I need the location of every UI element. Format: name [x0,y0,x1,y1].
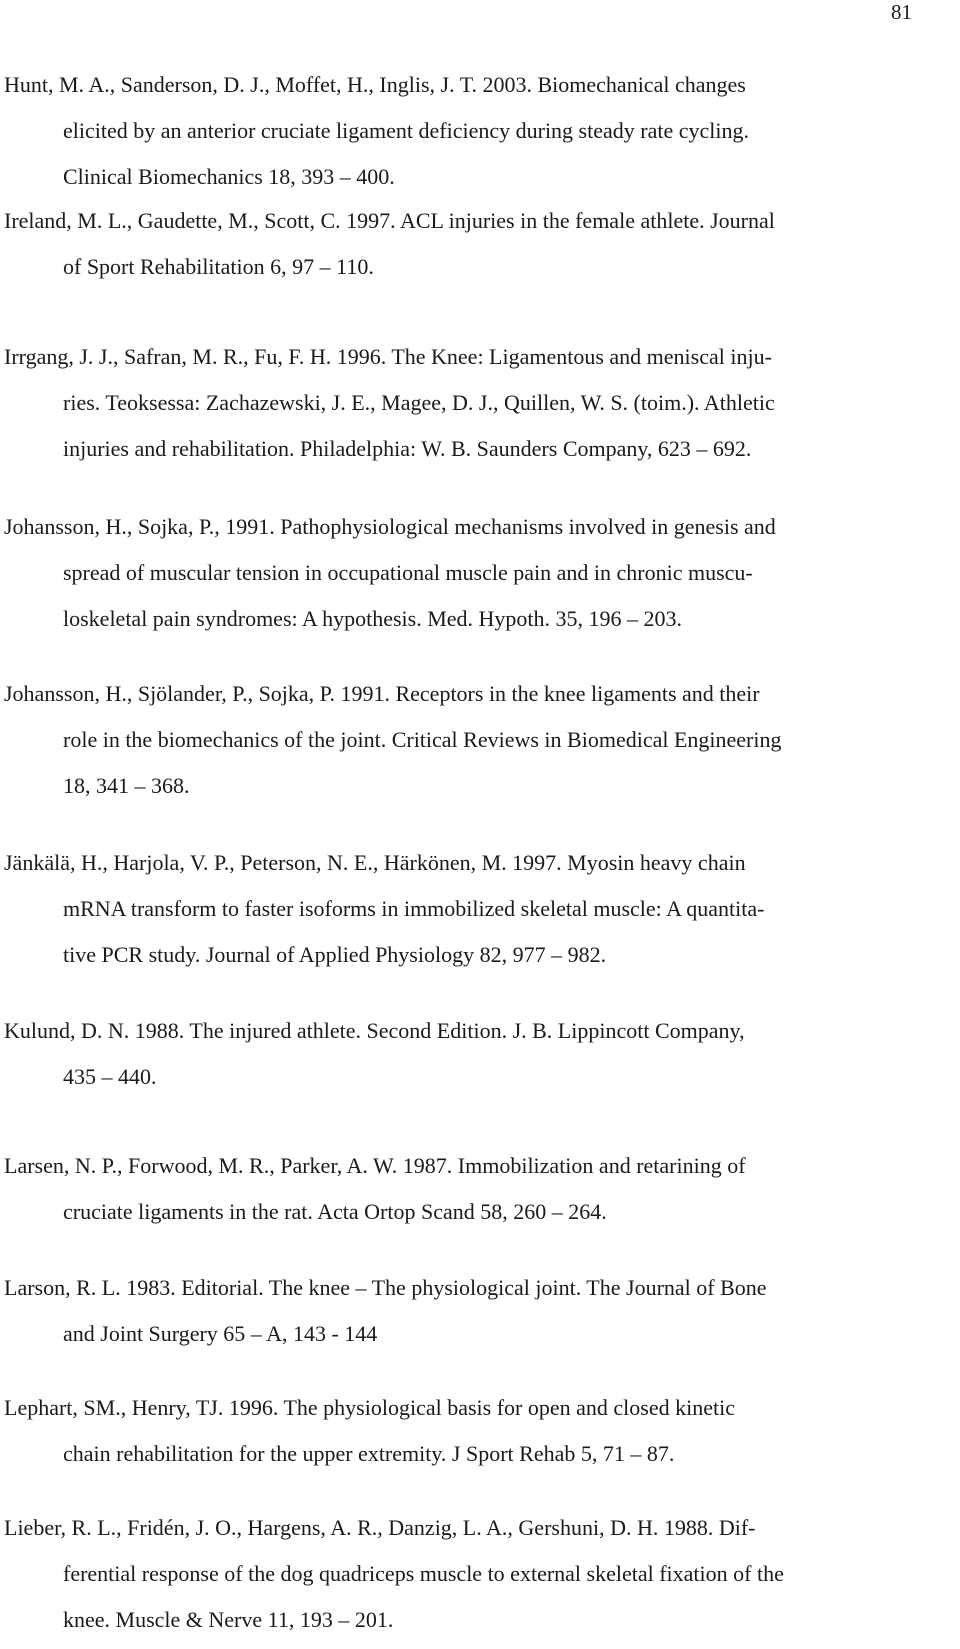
reference-line: knee. Muscle & Nerve 11, 193 – 201. [63,1607,394,1632]
reference-entry [4,198,960,290]
reference-entry [4,1008,960,1100]
reference-line: Ireland, M. L., Gaudette, M., Scott, C. 1997. ACL injuries in the female athlete. Journal [4,208,775,233]
reference-line: Clinical Biomechanics 18, 393 – 400. [63,164,395,189]
reference-line: Hunt, M. A., Sanderson, D. J., Moffet, H., Inglis, J. T. 2003. Biomechanical changes [4,72,746,97]
reference-line: spread of muscular tension in occupational muscle pain and in chronic muscu- [63,560,753,585]
reference-line: cruciate ligaments in the rat. Acta Ortop Scand 58, 260 – 264. [63,1199,607,1224]
reference-line: Larsen, N. P., Forwood, M. R., Parker, A. W. 1987. Immobilization and retarining of [4,1153,746,1178]
page-number: 81 [891,0,912,24]
reference-line: role in the biomechanics of the joint. Critical Reviews in Biomedical Engineering [63,727,782,752]
reference-line: ferential response of the dog quadriceps muscle to external skeletal fixation of the [63,1561,784,1586]
reference-line: 435 – 440. [63,1064,157,1089]
reference-line: Johansson, H., Sjölander, P., Sojka, P. 1991. Receptors in the knee ligaments and their [4,681,760,706]
reference-entry [4,334,960,472]
reference-line: chain rehabilitation for the upper extremity. J Sport Rehab 5, 71 – 87. [63,1441,675,1466]
reference-line: Lieber, R. L., Fridén, J. O., Hargens, A. R., Danzig, L. A., Gershuni, D. H. 1988. Dif- [4,1515,756,1540]
reference-line: and Joint Surgery 65 – A, 143 - 144 [63,1321,378,1346]
reference-entry [4,504,960,642]
reference-entry [4,671,960,809]
reference-line: Irrgang, J. J., Safran, M. R., Fu, F. H. 1996. The Knee: Ligamentous and meniscal inju- [4,344,772,369]
reference-entry [4,1265,960,1357]
reference-line: 18, 341 – 368. [63,773,190,798]
reference-line: of Sport Rehabilitation 6, 97 – 110. [63,254,374,279]
reference-entry [4,62,960,200]
reference-line: tive PCR study. Journal of Applied Physiology 82, 977 – 982. [63,942,607,967]
reference-line: Johansson, H., Sojka, P., 1991. Pathophysiological mechanisms involved in genesis and [4,514,776,539]
reference-line: injuries and rehabilitation. Philadelphia: W. B. Saunders Company, 623 – 692. [63,436,752,461]
reference-entry [4,1385,960,1477]
reference-line: ries. Teoksessa: Zachazewski, J. E., Magee, D. J., Quillen, W. S. (toim.). Athletic [63,390,775,415]
reference-entry [4,1143,960,1235]
reference-line: mRNA transform to faster isoforms in immobilized skeletal muscle: A quantita- [63,896,765,921]
reference-line: Lephart, SM., Henry, TJ. 1996. The physiological basis for open and closed kinetic [4,1395,735,1420]
reference-line: Larson, R. L. 1983. Editorial. The knee – The physiological joint. The Journal of Bone [4,1275,767,1300]
reference-line: Kulund, D. N. 1988. The injured athlete. Second Edition. J. B. Lippincott Company, [4,1018,745,1043]
reference-line: Jänkälä, H., Harjola, V. P., Peterson, N. E., Härkönen, M. 1997. Myosin heavy chain [4,850,746,875]
reference-entry [4,1505,960,1643]
reference-entry [4,840,960,978]
reference-line: elicited by an anterior cruciate ligament deficiency during steady rate cycling. [63,118,749,143]
reference-line: loskeletal pain syndromes: A hypothesis. Med. Hypoth. 35, 196 – 203. [63,606,683,631]
